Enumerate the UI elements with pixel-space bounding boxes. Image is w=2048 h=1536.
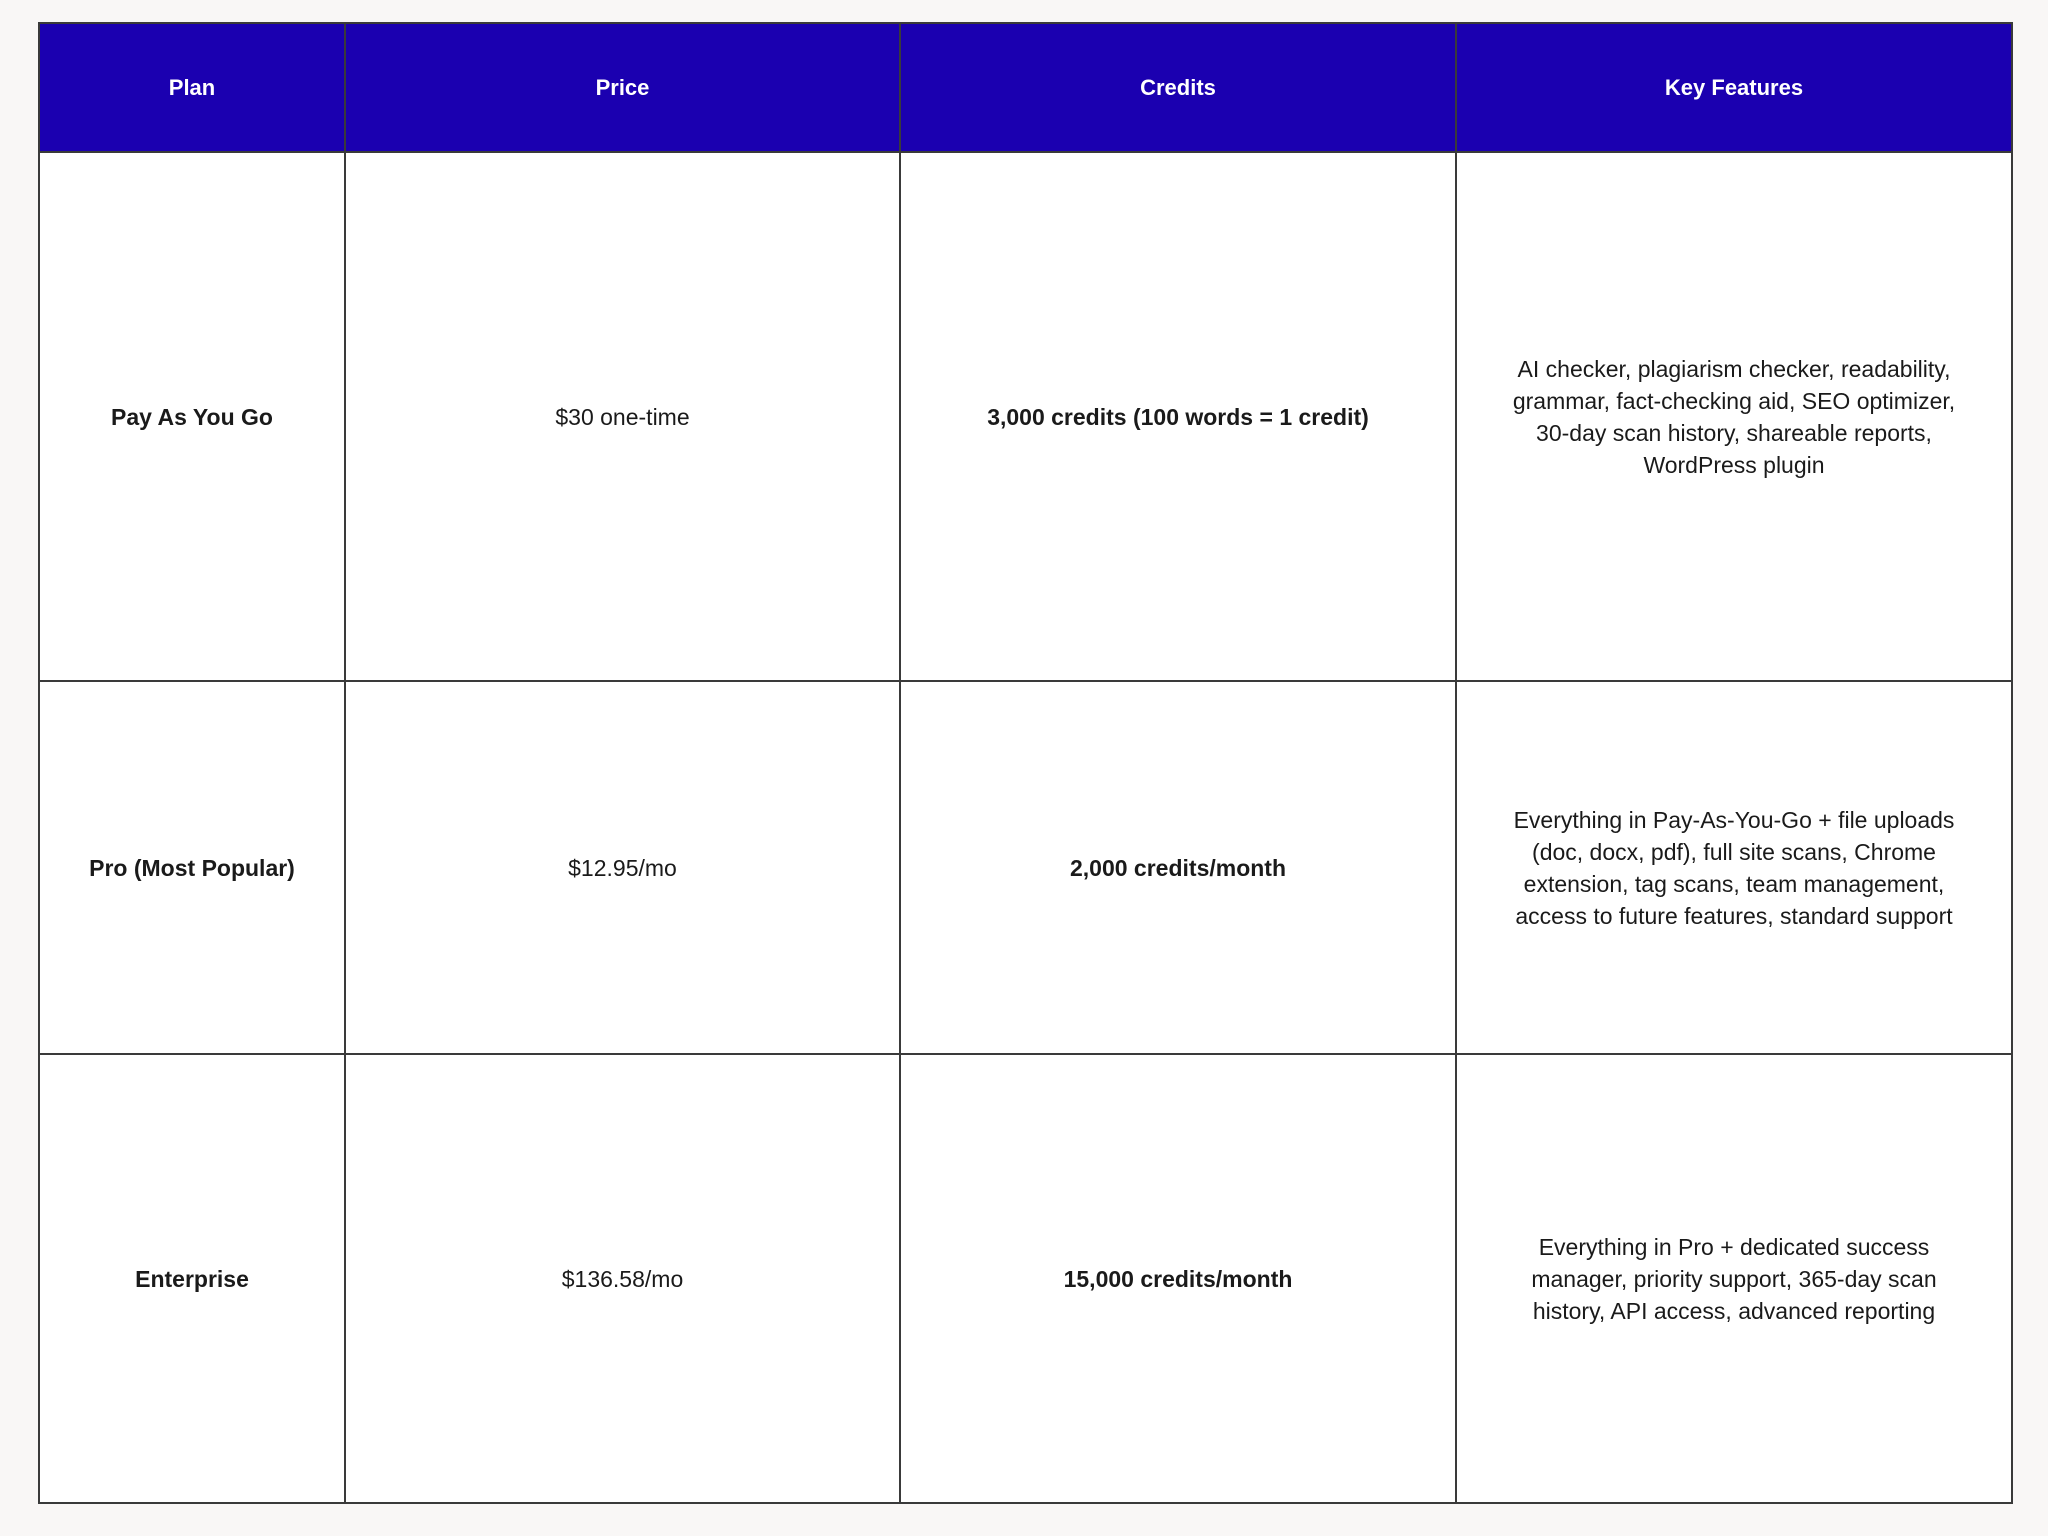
credits-cell: 15,000 credits/month xyxy=(900,1054,1456,1503)
table-body xyxy=(39,152,2012,1503)
price-cell: $136.58/mo xyxy=(345,1054,900,1503)
features-cell: Everything in Pay-As-You-Go + file uploads (doc, docx, pdf), full site scans, Chrome extension, tag scans, team management, access to future features, standard support xyxy=(1456,681,2012,1054)
header-credits: Credits xyxy=(900,23,1456,152)
header-price: Price xyxy=(345,23,900,152)
table-row xyxy=(39,152,2012,681)
price-cell: $12.95/mo xyxy=(345,681,900,1054)
credits-cell: 3,000 credits (100 words = 1 credit) xyxy=(900,152,1456,681)
features-cell: Everything in Pro + dedicated success manager, priority support, 365-day scan history, API access, advanced reporting xyxy=(1456,1054,2012,1503)
price-cell: $30 one-time xyxy=(345,152,900,681)
pricing-table xyxy=(38,22,2013,1504)
header-row xyxy=(39,23,2012,152)
header-key-features: Key Features xyxy=(1456,23,2012,152)
header-plan: Plan xyxy=(39,23,345,152)
features-cell: AI checker, plagiarism checker, readability, grammar, fact-checking aid, SEO optimizer, 30-day scan history, shareable reports, WordPress plugin xyxy=(1456,152,2012,681)
plan-cell: Pay As You Go xyxy=(39,152,345,681)
plan-cell: Pro (Most Popular) xyxy=(39,681,345,1054)
plan-cell: Enterprise xyxy=(39,1054,345,1503)
table-header xyxy=(39,23,2012,152)
table-row xyxy=(39,681,2012,1054)
table-row xyxy=(39,1054,2012,1503)
credits-cell: 2,000 credits/month xyxy=(900,681,1456,1054)
